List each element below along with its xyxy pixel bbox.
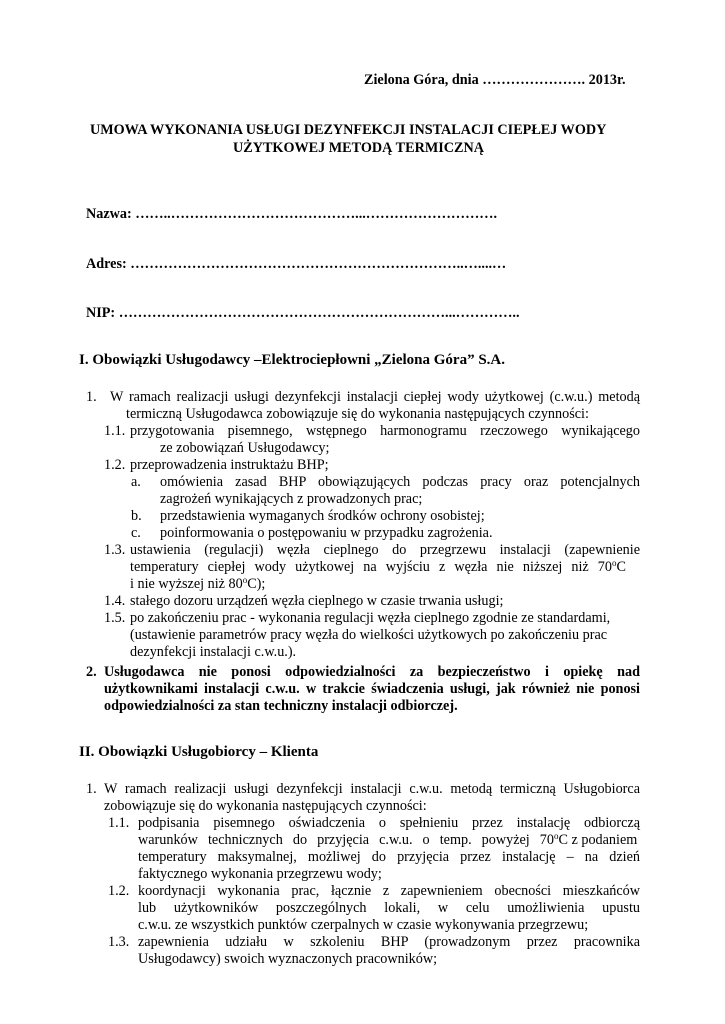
s2-item-1-2-line-2: lub użytkowników poszczególnych lokali, w celu umożliwienia upustu xyxy=(138,900,640,916)
s1-item-1-3-unit-2: C); xyxy=(247,576,266,592)
s1-item-1-5-line-1: po zakończeniu prac - wykonania regulacji węzła cieplnego zgodnie ze standardami, xyxy=(130,610,611,626)
s1-item-1-1-line-2: ze zobowiązań Usługodawcy; xyxy=(160,440,330,456)
s2-item-1-1-line-2-text: warunków technicznych do przyjęcia c.w.u. o temp. powyżej 70 xyxy=(138,832,554,848)
s1-item-c-line-1: poinformowania o postępowaniu w przypadku zagrożenia. xyxy=(160,525,493,541)
title-line-1: UMOWA WYKONANIA USŁUGI DEZYNFEKCJI INSTALACJI CIEPŁEJ WODY xyxy=(90,122,607,138)
s1-item-2-line-1: Usługodawca nie ponosi odpowiedzialności za bezpieczeństwo i opiekę nad xyxy=(104,664,640,680)
s1-item-1-3-number: 1.3. xyxy=(104,542,126,558)
s1-item-1-3-line-1: ustawienia (regulacji) węzła cieplnego do przegrzewu instalacji (zapewnienie xyxy=(130,542,640,558)
s1-item-1-3-line-3-text: i nie wyższej niż 80 xyxy=(130,576,243,592)
section-1-heading: I. Obowiązki Usługodawcy –Elektrociepłowni „Zielona Góra” S.A. xyxy=(79,352,506,368)
address-field: Adres: ……………………………………………………………..…....… xyxy=(86,256,507,272)
s2-item-1-line-2: zobowiązuje się do wykonania następujących czynności: xyxy=(104,798,427,814)
s1-item-1-3-line-2 xyxy=(130,559,640,576)
s1-item-a-letter: a. xyxy=(131,474,141,490)
s1-item-1-3-degree-2: o xyxy=(242,575,248,585)
s1-item-1-5-line-2: (ustawienie parametrów pracy węzła do wielkości użytkowych po zakończeniu prac xyxy=(130,627,608,643)
s2-item-1-1-line-2-end: C z podaniem xyxy=(558,832,638,848)
s1-item-1-2-line-1: przeprowadzenia instruktażu BHP; xyxy=(130,457,329,473)
nip-field: NIP: ……………………………………………………………...………….. xyxy=(86,305,520,321)
s2-item-1-1-degree: o xyxy=(554,831,559,841)
s2-item-1-2-line-3: c.w.u. ze wszystkich punktów czerpalnych w czasie wykonywania przegrzewu; xyxy=(138,917,589,933)
s2-item-1-2-number: 1.2. xyxy=(108,883,130,899)
s1-item-b-letter: b. xyxy=(131,508,142,524)
s1-item-1-5-number: 1.5. xyxy=(104,610,126,626)
s1-item-1-line-2: termiczną Usługodawca zobowiązuje się do wykonania następujących czynności: xyxy=(126,406,589,422)
place-date: Zielona Góra, dnia …………………. 2013r. xyxy=(364,72,626,88)
s1-item-1-2-number: 1.2. xyxy=(104,457,126,473)
section-2-heading: II. Obowiązki Usługobiorcy – Klienta xyxy=(79,744,319,760)
title-line-2: UŻYTKOWEJ METODĄ TERMICZNĄ xyxy=(233,140,484,156)
s1-item-1-1-line-1: przygotowania pisemnego, wstępnego harmonogramu rzeczowego wynikającego xyxy=(130,423,640,439)
s1-item-a-line-1: omówienia zasad BHP obowiązujących podczas pracy oraz potencjalnych xyxy=(160,474,640,490)
s2-item-1-1-line-4: faktycznego wykonania przegrzewu wody; xyxy=(138,866,382,882)
s2-item-1-1-line-1: podpisania pisemnego oświadczenia o spełnieniu przez instalację odbiorczą xyxy=(138,815,640,831)
s1-item-1-4-line-1: stałego dozoru urządzeń węzła cieplnego w czasie trwania usługi; xyxy=(130,593,504,609)
s1-item-2-line-3: odpowiedzialności za stan techniczny instalacji odbiorczej. xyxy=(104,698,458,714)
s1-item-1-line-1: W ramach realizacji usługi dezynfekcji instalacji ciepłej wody użytkowej (c.w.u.) metodą xyxy=(110,389,640,405)
s1-item-1-3-unit-1: C xyxy=(616,559,626,575)
s2-item-1-1-line-2 xyxy=(138,832,640,849)
s1-item-2-line-2: użytkownikami instalacji c.w.u. w trakcie świadczenia usługi, jak również nie ponosi xyxy=(104,681,640,697)
s2-item-1-number: 1. xyxy=(86,781,97,797)
s2-item-1-3-line-1: zapewnienia udziału w szkoleniu BHP (prowadzonym przez pracownika xyxy=(138,934,640,950)
s2-item-1-line-1: W ramach realizacji usługi dezynfekcji instalacji c.w.u. metodą termiczną Usługobiorca xyxy=(104,781,640,797)
s1-item-1-5-line-3: dezynfekcji instalacji c.w.u.). xyxy=(130,644,297,660)
s2-item-1-3-number: 1.3. xyxy=(108,934,130,950)
name-field: Nazwa: ……..…………………………………...………………………. xyxy=(86,206,498,222)
s1-item-c-letter: c. xyxy=(131,525,141,541)
s2-item-1-3-line-2: Usługodawcy) swoich wyznaczonych pracowników; xyxy=(138,951,438,967)
s1-item-2-number: 2. xyxy=(86,664,97,680)
s2-item-1-1-number: 1.1. xyxy=(108,815,130,831)
s1-item-1-4-number: 1.4. xyxy=(104,593,126,609)
s1-item-1-1-number: 1.1. xyxy=(104,423,126,439)
s1-item-1-3-line-3 xyxy=(130,576,265,593)
s2-item-1-1-line-3: temperatury maksymalnej, możliwej do przyjęcia przez instalację – na dzień xyxy=(138,849,640,865)
s2-item-1-2-line-1: koordynacji wykonania prac, łącznie z zapewnieniem obecności mieszkańców xyxy=(138,883,640,899)
s1-item-1-3-line-2-text: temperatury ciepłej wody użytkowej na wyjściu z węzła nie niższej niż 70 xyxy=(130,559,612,575)
s1-item-b-line-1: przedstawienia wymaganych środków ochrony osobistej; xyxy=(160,508,485,524)
s1-item-a-line-2: zagrożeń wynikających z prowadzonych prac; xyxy=(160,491,423,507)
s1-item-1-3-degree-1: o xyxy=(612,558,617,568)
s1-item-1-number: 1. xyxy=(86,389,97,405)
